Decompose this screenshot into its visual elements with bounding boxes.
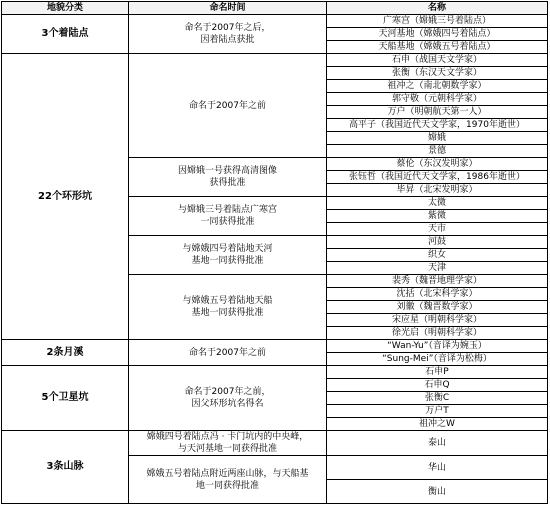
table-row	[2, 431, 548, 456]
table-body	[2, 15, 548, 504]
naming-time-cell: 因嫦娥一号获得高清图像 获得批准	[129, 158, 327, 197]
name-cell: 嫦娥	[327, 132, 548, 145]
name-cell: 刘徽（魏晋数学家）	[327, 301, 548, 314]
name-cell: 祖冲之（南北朝数学家）	[327, 80, 548, 93]
name-cell: 衡山	[327, 480, 548, 504]
name-cell: 徐光启（明朝科学家）	[327, 327, 548, 340]
name-cell: 华山	[327, 456, 548, 480]
naming-time-cell: 与嫦娥四号着陆地天河 基地一同获得批准	[129, 236, 327, 275]
name-cell: 石申Q	[327, 379, 548, 392]
name-cell: 泰山	[327, 431, 548, 456]
naming-time-cell: 与嫦娥三号着陆点广寒宫 一同获得批准	[129, 197, 327, 236]
name-cell: 万户（明朝航天第一人）	[327, 106, 548, 119]
name-cell: 石申P	[327, 366, 548, 379]
name-cell: 毕昇（北宋发明家）	[327, 184, 548, 197]
naming-time-cell: 嫦娥五号着陆点附近两座山脉，与天船基 地一同获得批准	[129, 456, 327, 504]
category-cell: 22个环形坑	[2, 54, 129, 340]
table-row	[2, 15, 548, 28]
name-cell: 广寒宫（嫦娥三号着陆点）	[327, 15, 548, 28]
naming-time-cell: 命名于2007年之前	[129, 54, 327, 158]
name-cell: 裴秀（魏晋地理学家）	[327, 275, 548, 288]
name-cell: 天市	[327, 223, 548, 236]
name-cell: “Sung-Mei”（音译为松梅）	[327, 353, 548, 366]
name-cell: 太微	[327, 197, 548, 210]
header-name: 名称	[327, 2, 548, 15]
naming-time-cell: 命名于2007年之前	[129, 340, 327, 366]
name-cell: 高平子（我国近代天文学家，1970年逝世）	[327, 119, 548, 132]
name-cell: “Wan-Yu”（音译为婉玉）	[327, 340, 548, 353]
name-cell: 宋应星（明朝科学家）	[327, 314, 548, 327]
header-row	[2, 2, 548, 15]
table-row	[2, 366, 548, 379]
name-cell: 景德	[327, 145, 548, 158]
lunar-names-table	[1, 1, 548, 504]
naming-time-cell: 命名于2007年之后， 因着陆点获批	[129, 15, 327, 54]
name-cell: 张衡C	[327, 392, 548, 405]
name-cell: 张衡（东汉天文学家）	[327, 67, 548, 80]
table-row	[2, 54, 548, 67]
naming-time-cell: 与嫦娥五号着陆地天船 基地一同获得批准	[129, 275, 327, 340]
name-cell: 织女	[327, 249, 548, 262]
name-cell: 天船基地（嫦娥五号着陆点）	[327, 41, 548, 54]
name-cell: 万户T	[327, 405, 548, 418]
category-cell: 2条月溪	[2, 340, 129, 366]
name-cell: 石申（战国天文学家）	[327, 54, 548, 67]
name-cell: 天津	[327, 262, 548, 275]
header-category: 地貌分类	[2, 2, 129, 15]
table-row	[2, 340, 548, 353]
name-cell: 祖冲之W	[327, 418, 548, 431]
header-time: 命名时间	[129, 2, 327, 15]
name-cell: 沈括（北宋科学家）	[327, 288, 548, 301]
naming-time-cell: 嫦娥四号着陆点冯 · 卡门坑内的中央峰， 与天河基地一同获得批准	[129, 431, 327, 456]
category-cell: 5个卫星坑	[2, 366, 129, 431]
name-cell: 张钰哲（我国近代天文学家，1986年逝世）	[327, 171, 548, 184]
name-cell: 郭守敬（元朝科学家）	[327, 93, 548, 106]
name-cell: 蔡伦（东汉发明家）	[327, 158, 548, 171]
category-cell: 3个着陆点	[2, 15, 129, 54]
name-cell: 河鼓	[327, 236, 548, 249]
name-cell: 紫微	[327, 210, 548, 223]
category-cell: 3条山脉	[2, 431, 129, 504]
name-cell: 天河基地（嫦娥四号着陆点）	[327, 28, 548, 41]
naming-time-cell: 命名于2007年之前， 因父环形坑名得名	[129, 366, 327, 431]
